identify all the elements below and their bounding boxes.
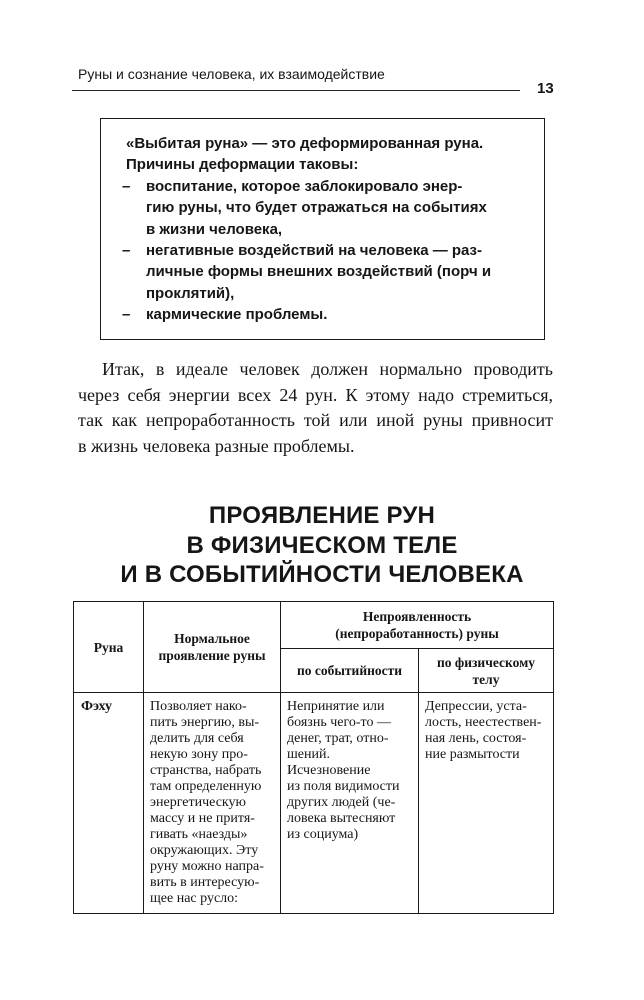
- cell-line: Непринятие или: [287, 699, 385, 714]
- table-header-unmanifested: [281, 602, 554, 649]
- cell-normal-manifestation: [144, 693, 281, 914]
- cell-line: из социума): [287, 827, 359, 842]
- rune-name: Фэху: [81, 699, 112, 714]
- cell-line: странства, набрать: [150, 763, 262, 778]
- cell-line: других людей (че-: [287, 795, 396, 810]
- section-heading: [0, 501, 644, 590]
- paragraph-line: Итак, в идеале человек должен нормально проводить: [102, 359, 553, 379]
- cell-line: Исчезновение: [287, 763, 371, 778]
- table-row: [74, 693, 554, 914]
- cell-line: Позволяет нако-: [150, 699, 247, 714]
- running-title: Руны и сознание человека, их взаимодействие: [78, 66, 385, 82]
- bullet-text: [146, 304, 327, 325]
- table-header-normal: [144, 602, 281, 693]
- cell-line: гивать «наезды»: [150, 827, 248, 842]
- cell-line: щее нас русло:: [150, 891, 239, 906]
- page-number: 13: [537, 80, 554, 97]
- paragraph-line: так как непроработанность той или иной руны привносит: [78, 410, 553, 431]
- heading-line: В ФИЗИЧЕСКОМ ТЕЛЕ: [186, 531, 458, 559]
- cell-line: окружающих. Эту: [150, 843, 259, 858]
- header-text: по физическому: [436, 654, 536, 670]
- bullet-text-line: проклятий),: [146, 284, 235, 302]
- cell-line: ловека вытесняют: [287, 811, 396, 826]
- cell-line: некую зону про-: [150, 747, 248, 762]
- cell-by-events: [281, 693, 419, 914]
- callout-intro-line: Причины деформации таковы:: [126, 156, 359, 174]
- cell-line: руну можно напра-: [150, 859, 264, 874]
- paragraph-line: в жизнь человека разные проблемы.: [78, 436, 355, 457]
- bullet-dash: –: [122, 242, 131, 260]
- table-header-by-events: [281, 649, 419, 693]
- header-text: (непроработанность) руны: [335, 626, 499, 641]
- cell-line: боязнь чего-то —: [287, 715, 391, 730]
- body-paragraph: [78, 357, 553, 460]
- callout-bullet: [122, 240, 544, 304]
- callout-bullet: [122, 176, 544, 240]
- bullet-text-line: в жизни человека,: [146, 220, 283, 238]
- bullet-text-line: гию руны, что будет отражаться на событиях: [146, 199, 487, 217]
- table-header-by-body: [419, 649, 554, 693]
- cell-line: делить для себя: [150, 731, 244, 746]
- cell-line: ная лень, состоя-: [425, 731, 527, 746]
- cell-line: денег, трат, отно-: [287, 731, 389, 746]
- callout-bullet: [122, 304, 544, 325]
- cell-line: лость, неестествен-: [425, 715, 542, 730]
- cell-line: вить в интересую-: [150, 875, 260, 890]
- runes-table: [73, 601, 554, 914]
- bullet-text: [146, 240, 491, 304]
- callout-intro-line: «Выбитая руна» — это деформированная руна.: [126, 135, 484, 152]
- heading-line: ПРОЯВЛЕНИЕ РУН: [208, 502, 436, 529]
- cell-line: пить энергию, вы-: [150, 715, 260, 730]
- callout-box: [100, 118, 545, 340]
- cell-line: энергетическую: [150, 795, 246, 810]
- table-header-row: [74, 602, 554, 649]
- bullet-text-line: воспитание, которое заблокировало энер-: [146, 177, 463, 195]
- header-rule: [72, 90, 520, 91]
- cell-rune-name: [74, 693, 144, 914]
- header-text: Непроявленность: [362, 609, 472, 624]
- header-text: проявление руны: [158, 648, 266, 663]
- header-text: по событийности: [296, 663, 403, 678]
- header-text: Нормальное: [174, 631, 250, 646]
- cell-line: ние размытости: [425, 747, 520, 762]
- bullet-dash: –: [122, 306, 131, 324]
- bullet-text-line: негативные воздействий на человека — раз-: [146, 242, 483, 260]
- bullet-dash: –: [122, 177, 131, 195]
- table-header-rune: [74, 602, 144, 693]
- cell-line: Депрессии, уста-: [425, 699, 527, 714]
- paragraph-line: через себя энергии всех 24 рун. К этому надо стремиться,: [78, 384, 553, 405]
- bullet-text: [146, 176, 487, 240]
- cell-line: массу и не притя-: [150, 811, 255, 826]
- heading-line: И В СОБЫТИЙНОСТИ ЧЕЛОВЕКА: [120, 561, 524, 588]
- bullet-text-line: кармические проблемы.: [146, 306, 328, 324]
- cell-line: из поля видимости: [287, 779, 400, 794]
- header-text: Руна: [93, 639, 124, 655]
- cell-line: шений.: [287, 747, 330, 762]
- bullet-text-line: личные формы внешних воздействий (порч и: [146, 263, 492, 281]
- cell-by-body: [419, 693, 554, 914]
- header-text: телу: [472, 671, 500, 687]
- cell-line: там определенную: [150, 779, 262, 794]
